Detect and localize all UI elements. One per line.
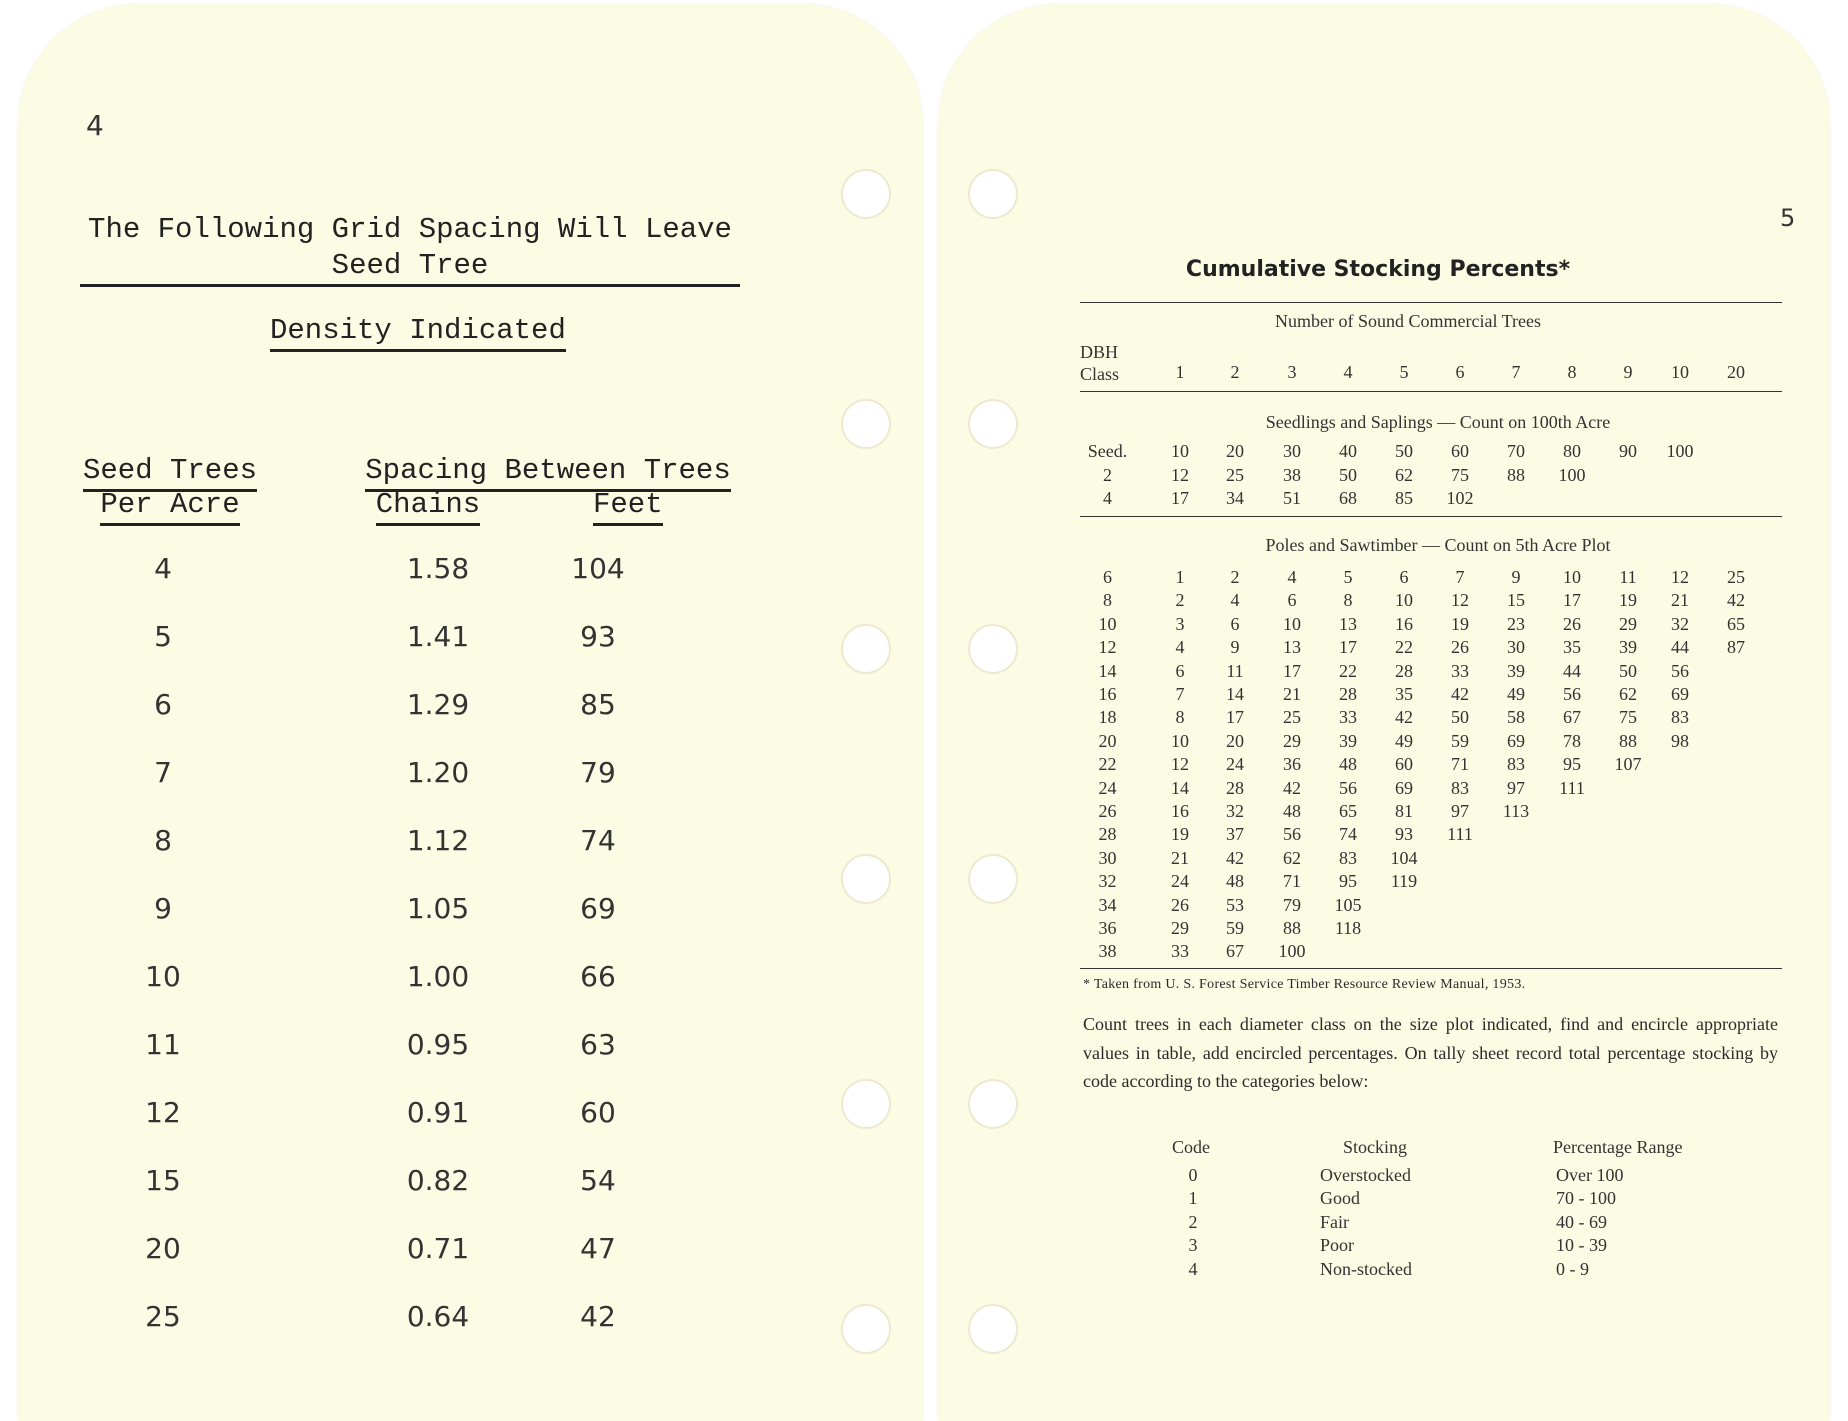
pole-cell: 12	[1671, 567, 1689, 587]
pole-cell: 78	[1563, 730, 1581, 751]
col2-sub-feet: Feet	[593, 488, 663, 526]
seed-trees-value: 25	[145, 1300, 181, 1333]
stocking-value: Good	[1320, 1188, 1360, 1209]
col1-header-line1: Seed Trees	[83, 454, 257, 492]
right-page	[938, 4, 1830, 1421]
footnote: * Taken from U. S. Forest Service Timber Resource Review Manual, 1953.	[1083, 977, 1526, 992]
stocking-value: Overstocked	[1320, 1165, 1411, 1185]
section-poles-title: Poles and Sawtimber — Count on 5th Acre Plot	[1265, 535, 1611, 555]
pole-cell: 42	[1283, 777, 1301, 798]
seedling-cell: 68	[1339, 488, 1357, 508]
seedling-cell: 50	[1339, 464, 1357, 485]
pole-cell: 17	[1226, 707, 1244, 728]
pole-cell: 50	[1619, 660, 1637, 681]
pole-cell: 49	[1395, 730, 1413, 751]
pole-cell: 1	[1175, 567, 1185, 587]
pole-cell: 62	[1619, 684, 1637, 704]
pole-cell: 67	[1563, 707, 1581, 728]
pole-cell: 56	[1671, 660, 1689, 681]
pole-cell: 119	[1390, 871, 1418, 892]
pole-cell: 111	[1559, 777, 1585, 798]
pole-cell: 71	[1451, 754, 1469, 775]
pole-cell: 105	[1334, 894, 1362, 915]
column-group-header: Number of Sound Commercial Trees	[1275, 311, 1541, 331]
binder-hole	[841, 624, 891, 674]
pole-cell: 98	[1671, 730, 1689, 751]
pole-cell: 32	[1671, 613, 1689, 634]
column-number: 7	[1511, 362, 1521, 382]
stocking-value: Poor	[1320, 1235, 1355, 1256]
pole-cell: 88	[1283, 918, 1301, 938]
feet-value: 54	[580, 1164, 616, 1197]
feet-value: 60	[580, 1096, 616, 1129]
dbh-label-line1: DBH	[1080, 342, 1119, 362]
pole-cell: 87	[1727, 637, 1745, 658]
pole-cell: 33	[1339, 707, 1357, 728]
pole-cell: 42	[1727, 590, 1745, 611]
column-number: 1	[1175, 362, 1185, 382]
binder-hole	[968, 1304, 1018, 1354]
pole-cell: 8	[1343, 590, 1353, 611]
pole-cell: 107	[1614, 754, 1642, 775]
seed-trees-value: 8	[154, 824, 172, 857]
pole-cell: 35	[1395, 684, 1413, 704]
seedling-cell: 88	[1507, 464, 1525, 485]
pole-cell: 44	[1563, 660, 1581, 681]
pole-cell: 29	[1283, 730, 1301, 751]
table-top-rule	[1080, 302, 1782, 303]
page-number: 4	[86, 109, 104, 142]
column-number: 4	[1343, 362, 1353, 382]
dbh-class-label: 36	[1098, 918, 1117, 938]
pole-cell: 75	[1619, 707, 1637, 728]
dbh-class-label: 32	[1098, 871, 1117, 892]
seed-trees-value: 5	[154, 620, 172, 653]
seedling-cell: 100	[1558, 464, 1586, 485]
pole-cell: 69	[1395, 777, 1413, 798]
pole-cell: 69	[1507, 730, 1525, 751]
col-header-spacing	[353, 454, 743, 522]
dbh-class-label: 8	[1103, 590, 1112, 611]
header-rule	[1080, 391, 1782, 392]
left-page	[18, 4, 923, 1421]
section-seedlings-title: Seedlings and Saplings — Count on 100th Acre	[1265, 412, 1611, 432]
pole-cell: 74	[1339, 824, 1357, 845]
pole-cell: 39	[1619, 637, 1637, 658]
chains-value: 1.12	[406, 824, 470, 857]
pole-cell: 56	[1339, 777, 1357, 798]
pole-cell: 29	[1171, 918, 1189, 938]
pole-cell: 11	[1226, 660, 1244, 681]
seedling-cell: 60	[1451, 441, 1469, 461]
pole-cell: 21	[1671, 590, 1689, 611]
seedling-cell: 10	[1171, 441, 1189, 461]
subtitle	[270, 314, 566, 347]
chains-value: 0.71	[406, 1232, 470, 1265]
pole-cell: 83	[1671, 707, 1689, 728]
col2-sub-chains: Chains	[376, 488, 480, 526]
dbh-class-label: 10	[1098, 613, 1117, 634]
pole-cell: 23	[1507, 613, 1525, 634]
pole-cell: 2	[1175, 590, 1185, 611]
code-value: 2	[1188, 1211, 1198, 1232]
feet-value: 79	[580, 756, 616, 789]
column-number: 8	[1567, 362, 1577, 382]
seedling-cell: 51	[1283, 488, 1301, 508]
pole-cell: 95	[1339, 871, 1357, 892]
binder-hole	[968, 854, 1018, 904]
column-number: 9	[1623, 362, 1633, 382]
pole-cell: 48	[1226, 871, 1244, 892]
column-number: 5	[1399, 362, 1409, 382]
pole-cell: 10	[1395, 590, 1413, 611]
instructions: Count trees in each diameter class on the size plot indicated, find and encircle appropriate values in table, add encircled percentages. On tally sheet record total percentage stocking by code according to the categories below:	[1083, 1014, 1778, 1091]
pole-cell: 9	[1511, 567, 1521, 587]
range-value: 0 - 9	[1556, 1258, 1589, 1279]
pole-cell: 88	[1619, 730, 1637, 751]
stocking-value: Fair	[1320, 1211, 1349, 1232]
pole-cell: 44	[1671, 637, 1689, 658]
pole-cell: 28	[1339, 684, 1357, 704]
seedling-cell: 25	[1226, 464, 1244, 485]
dbh-class-label: 28	[1098, 824, 1117, 845]
range-value: 10 - 39	[1556, 1235, 1607, 1256]
chains-value: 0.95	[406, 1028, 470, 1061]
dbh-class-label: 14	[1098, 660, 1117, 681]
range-value: 40 - 69	[1556, 1211, 1607, 1232]
pole-cell: 60	[1395, 754, 1413, 775]
pole-cell: 26	[1451, 637, 1469, 658]
pole-cell: 56	[1563, 684, 1581, 704]
pole-cell: 13	[1283, 637, 1301, 658]
seedling-cell: 34	[1226, 488, 1244, 508]
chains-value: 1.20	[406, 756, 470, 789]
binder-hole	[841, 1304, 891, 1354]
seedling-cell: 17	[1171, 488, 1189, 508]
feet-value: 85	[580, 688, 616, 721]
dbh-class-label: 30	[1098, 847, 1117, 868]
chains-value: 0.91	[406, 1096, 470, 1129]
chains-value: 0.64	[406, 1300, 470, 1333]
pole-cell: 24	[1226, 754, 1244, 775]
code-header-stocking: Stocking	[1343, 1137, 1408, 1157]
column-number: 20	[1727, 362, 1745, 382]
pole-cell: 25	[1283, 707, 1301, 728]
pole-cell: 48	[1283, 801, 1301, 821]
pole-cell: 26	[1171, 894, 1189, 915]
pole-cell: 5	[1343, 567, 1353, 587]
seed-trees-value: 12	[145, 1096, 181, 1129]
dbh-class-label: 26	[1098, 801, 1117, 821]
pole-cell: 6	[1175, 660, 1185, 681]
seedling-cell: 70	[1507, 441, 1525, 461]
feet-value: 74	[580, 824, 616, 857]
binder-hole	[968, 1079, 1018, 1129]
pole-cell: 4	[1230, 590, 1240, 611]
pole-cell: 118	[1334, 918, 1362, 938]
pole-cell: 39	[1339, 730, 1357, 751]
binder-hole	[968, 169, 1018, 219]
pole-cell: 13	[1339, 613, 1357, 634]
pole-cell: 37	[1226, 824, 1244, 845]
dbh-label-line2: Class	[1080, 364, 1120, 384]
pole-cell: 32	[1226, 801, 1244, 821]
pole-cell: 24	[1171, 871, 1189, 892]
pole-cell: 14	[1171, 777, 1189, 798]
pole-cell: 22	[1395, 637, 1413, 658]
seed-trees-value: 9	[154, 892, 172, 925]
pole-cell: 19	[1619, 590, 1637, 611]
col-header-seed-trees	[80, 454, 260, 522]
pole-cell: 81	[1395, 801, 1413, 821]
pole-cell: 104	[1390, 847, 1418, 868]
dbh-class-label: Seed.	[1087, 441, 1128, 461]
title-rule	[80, 284, 740, 287]
column-number: 6	[1455, 362, 1465, 382]
subtitle-text: Density Indicated	[270, 314, 566, 352]
pole-cell: 65	[1339, 801, 1357, 821]
pole-cell: 35	[1563, 637, 1581, 658]
pole-cell: 22	[1339, 660, 1357, 681]
pole-cell: 12	[1171, 754, 1189, 775]
seed-trees-value: 4	[154, 552, 172, 585]
seedling-cell: 80	[1563, 441, 1581, 461]
pole-cell: 65	[1727, 613, 1745, 634]
pole-cell: 17	[1283, 660, 1301, 681]
seedling-cell: 90	[1619, 441, 1637, 461]
pole-cell: 14	[1226, 684, 1244, 704]
seedling-cell: 40	[1339, 441, 1357, 461]
code-value: 3	[1188, 1235, 1198, 1256]
seed-trees-value: 20	[145, 1232, 181, 1265]
pole-cell: 33	[1171, 941, 1189, 962]
pole-cell: 50	[1451, 707, 1469, 728]
pole-cell: 21	[1171, 847, 1189, 868]
dbh-class-label: 12	[1098, 637, 1117, 658]
pole-cell: 28	[1395, 660, 1413, 681]
pole-cell: 28	[1226, 777, 1244, 798]
pole-cell: 6	[1399, 567, 1409, 587]
pole-cell: 56	[1283, 824, 1301, 845]
feet-value: 69	[580, 892, 616, 925]
dbh-class-label: 18	[1098, 707, 1117, 728]
pole-cell: 59	[1451, 730, 1469, 751]
pole-cell: 3	[1175, 613, 1185, 634]
column-number: 2	[1230, 362, 1240, 382]
page-number: 5	[1780, 204, 1796, 232]
binder-hole	[841, 169, 891, 219]
chains-value: 1.58	[406, 552, 470, 585]
dbh-label	[1080, 341, 1119, 385]
seedling-cell: 50	[1395, 441, 1413, 461]
pole-cell: 59	[1226, 918, 1244, 938]
pole-cell: 97	[1451, 801, 1469, 821]
pole-cell: 97	[1507, 777, 1525, 798]
pole-cell: 93	[1395, 824, 1413, 845]
seed-trees-value: 7	[154, 756, 172, 789]
seed-trees-value: 15	[145, 1164, 181, 1197]
dbh-class-label: 6	[1103, 567, 1112, 587]
dbh-class-label: 24	[1098, 777, 1117, 798]
pole-cell: 12	[1451, 590, 1469, 611]
pole-cell: 16	[1171, 801, 1189, 821]
pole-cell: 10	[1563, 567, 1581, 587]
pole-cell: 10	[1171, 730, 1189, 751]
seedling-cell: 12	[1171, 464, 1189, 485]
col2-header: Spacing Between Trees	[365, 454, 730, 492]
chains-value: 1.05	[406, 892, 470, 925]
pole-cell: 71	[1283, 871, 1301, 892]
binder-hole	[968, 624, 1018, 674]
pole-cell: 49	[1507, 684, 1525, 704]
pole-cell: 83	[1507, 754, 1525, 775]
seedling-cell: 30	[1283, 441, 1301, 461]
pole-cell: 19	[1451, 613, 1469, 634]
code-value: 4	[1188, 1258, 1198, 1279]
pole-cell: 95	[1563, 754, 1581, 775]
chains-value: 1.00	[406, 960, 470, 993]
pole-cell: 69	[1671, 684, 1689, 704]
feet-value: 93	[580, 620, 616, 653]
pole-cell: 7	[1175, 684, 1185, 704]
pole-cell: 9	[1230, 637, 1240, 658]
page-title	[80, 212, 740, 284]
pole-cell: 10	[1283, 613, 1301, 634]
code-header-range: Percentage Range	[1553, 1137, 1683, 1157]
pole-cell: 7	[1455, 567, 1465, 587]
feet-value: 66	[580, 960, 616, 993]
pole-cell: 2	[1230, 567, 1240, 587]
chains-value: 1.29	[406, 688, 470, 721]
table-title: Cumulative Stocking Percents*	[1185, 257, 1571, 282]
pole-cell: 67	[1226, 941, 1244, 962]
dbh-class-label: 2	[1103, 464, 1112, 485]
pole-cell: 21	[1283, 684, 1301, 704]
dbh-class-label: 16	[1098, 684, 1117, 704]
pole-cell: 62	[1283, 847, 1301, 868]
code-value: 0	[1188, 1165, 1198, 1185]
seed-trees-value: 10	[145, 960, 181, 993]
col1-header-line2: Per Acre	[100, 488, 239, 526]
pole-cell: 26	[1563, 613, 1581, 634]
seedling-cell: 75	[1451, 464, 1469, 485]
pole-cell: 53	[1226, 894, 1244, 915]
seed-trees-value: 11	[145, 1028, 181, 1061]
chains-value: 0.82	[406, 1164, 470, 1197]
pole-cell: 48	[1339, 754, 1357, 775]
feet-value: 47	[580, 1232, 616, 1265]
pole-cell: 4	[1287, 567, 1297, 587]
dbh-class-label: 22	[1098, 754, 1117, 775]
section-rule	[1080, 516, 1782, 517]
pole-cell: 83	[1339, 847, 1357, 868]
pole-cell: 42	[1226, 847, 1244, 868]
pole-cell: 58	[1507, 707, 1525, 728]
title-line-1: The Following Grid Spacing Will Leave	[88, 213, 732, 246]
dbh-class-label: 34	[1098, 894, 1117, 915]
pole-cell: 30	[1507, 637, 1525, 658]
pole-cell: 4	[1175, 637, 1185, 658]
seed-trees-value: 6	[154, 688, 172, 721]
pole-cell: 83	[1451, 777, 1469, 798]
code-value: 1	[1188, 1188, 1198, 1209]
range-value: 70 - 100	[1556, 1188, 1616, 1209]
pole-cell: 111	[1447, 824, 1473, 845]
chains-value: 1.41	[406, 620, 470, 653]
pole-cell: 15	[1507, 590, 1525, 611]
seedling-cell: 85	[1395, 488, 1413, 508]
pole-cell: 29	[1619, 613, 1637, 634]
title-line-2: Seed Tree	[331, 249, 489, 282]
pole-cell: 17	[1339, 637, 1357, 658]
seedling-cell: 102	[1446, 488, 1474, 508]
stocking-value: Non-stocked	[1320, 1258, 1412, 1279]
pole-cell: 36	[1283, 754, 1301, 775]
pole-cell: 100	[1278, 941, 1306, 962]
pole-cell: 25	[1727, 567, 1745, 587]
feet-value: 104	[571, 552, 625, 585]
table-bottom-rule	[1080, 968, 1782, 969]
seedling-cell: 100	[1666, 441, 1694, 461]
pole-cell: 42	[1395, 707, 1413, 728]
dbh-class-label: 4	[1103, 488, 1112, 508]
seedling-cell: 62	[1395, 464, 1413, 485]
pole-cell: 17	[1563, 590, 1581, 611]
feet-value: 42	[580, 1300, 616, 1333]
pole-cell: 42	[1451, 684, 1469, 704]
code-header-code: Code	[1172, 1137, 1210, 1157]
pole-cell: 16	[1395, 613, 1413, 634]
pole-cell: 20	[1226, 730, 1244, 751]
pole-cell: 79	[1283, 894, 1301, 915]
column-number: 10	[1671, 362, 1689, 382]
pole-cell: 19	[1171, 824, 1189, 845]
pole-cell: 6	[1230, 613, 1240, 634]
pole-cell: 6	[1287, 590, 1297, 611]
column-number: 3	[1287, 362, 1297, 382]
pole-cell: 11	[1619, 567, 1637, 587]
pole-cell: 8	[1175, 707, 1185, 728]
seedling-cell: 20	[1226, 441, 1244, 461]
feet-value: 63	[580, 1028, 616, 1061]
seedling-cell: 38	[1283, 464, 1301, 485]
binder-hole	[841, 854, 891, 904]
binder-hole	[841, 1079, 891, 1129]
pole-cell: 33	[1451, 660, 1469, 681]
binder-hole	[968, 399, 1018, 449]
range-value: Over 100	[1556, 1165, 1624, 1185]
binder-hole	[841, 399, 891, 449]
dbh-class-label: 20	[1098, 730, 1117, 751]
dbh-class-label: 38	[1098, 941, 1117, 962]
pole-cell: 39	[1507, 660, 1525, 681]
pole-cell: 113	[1502, 801, 1530, 821]
